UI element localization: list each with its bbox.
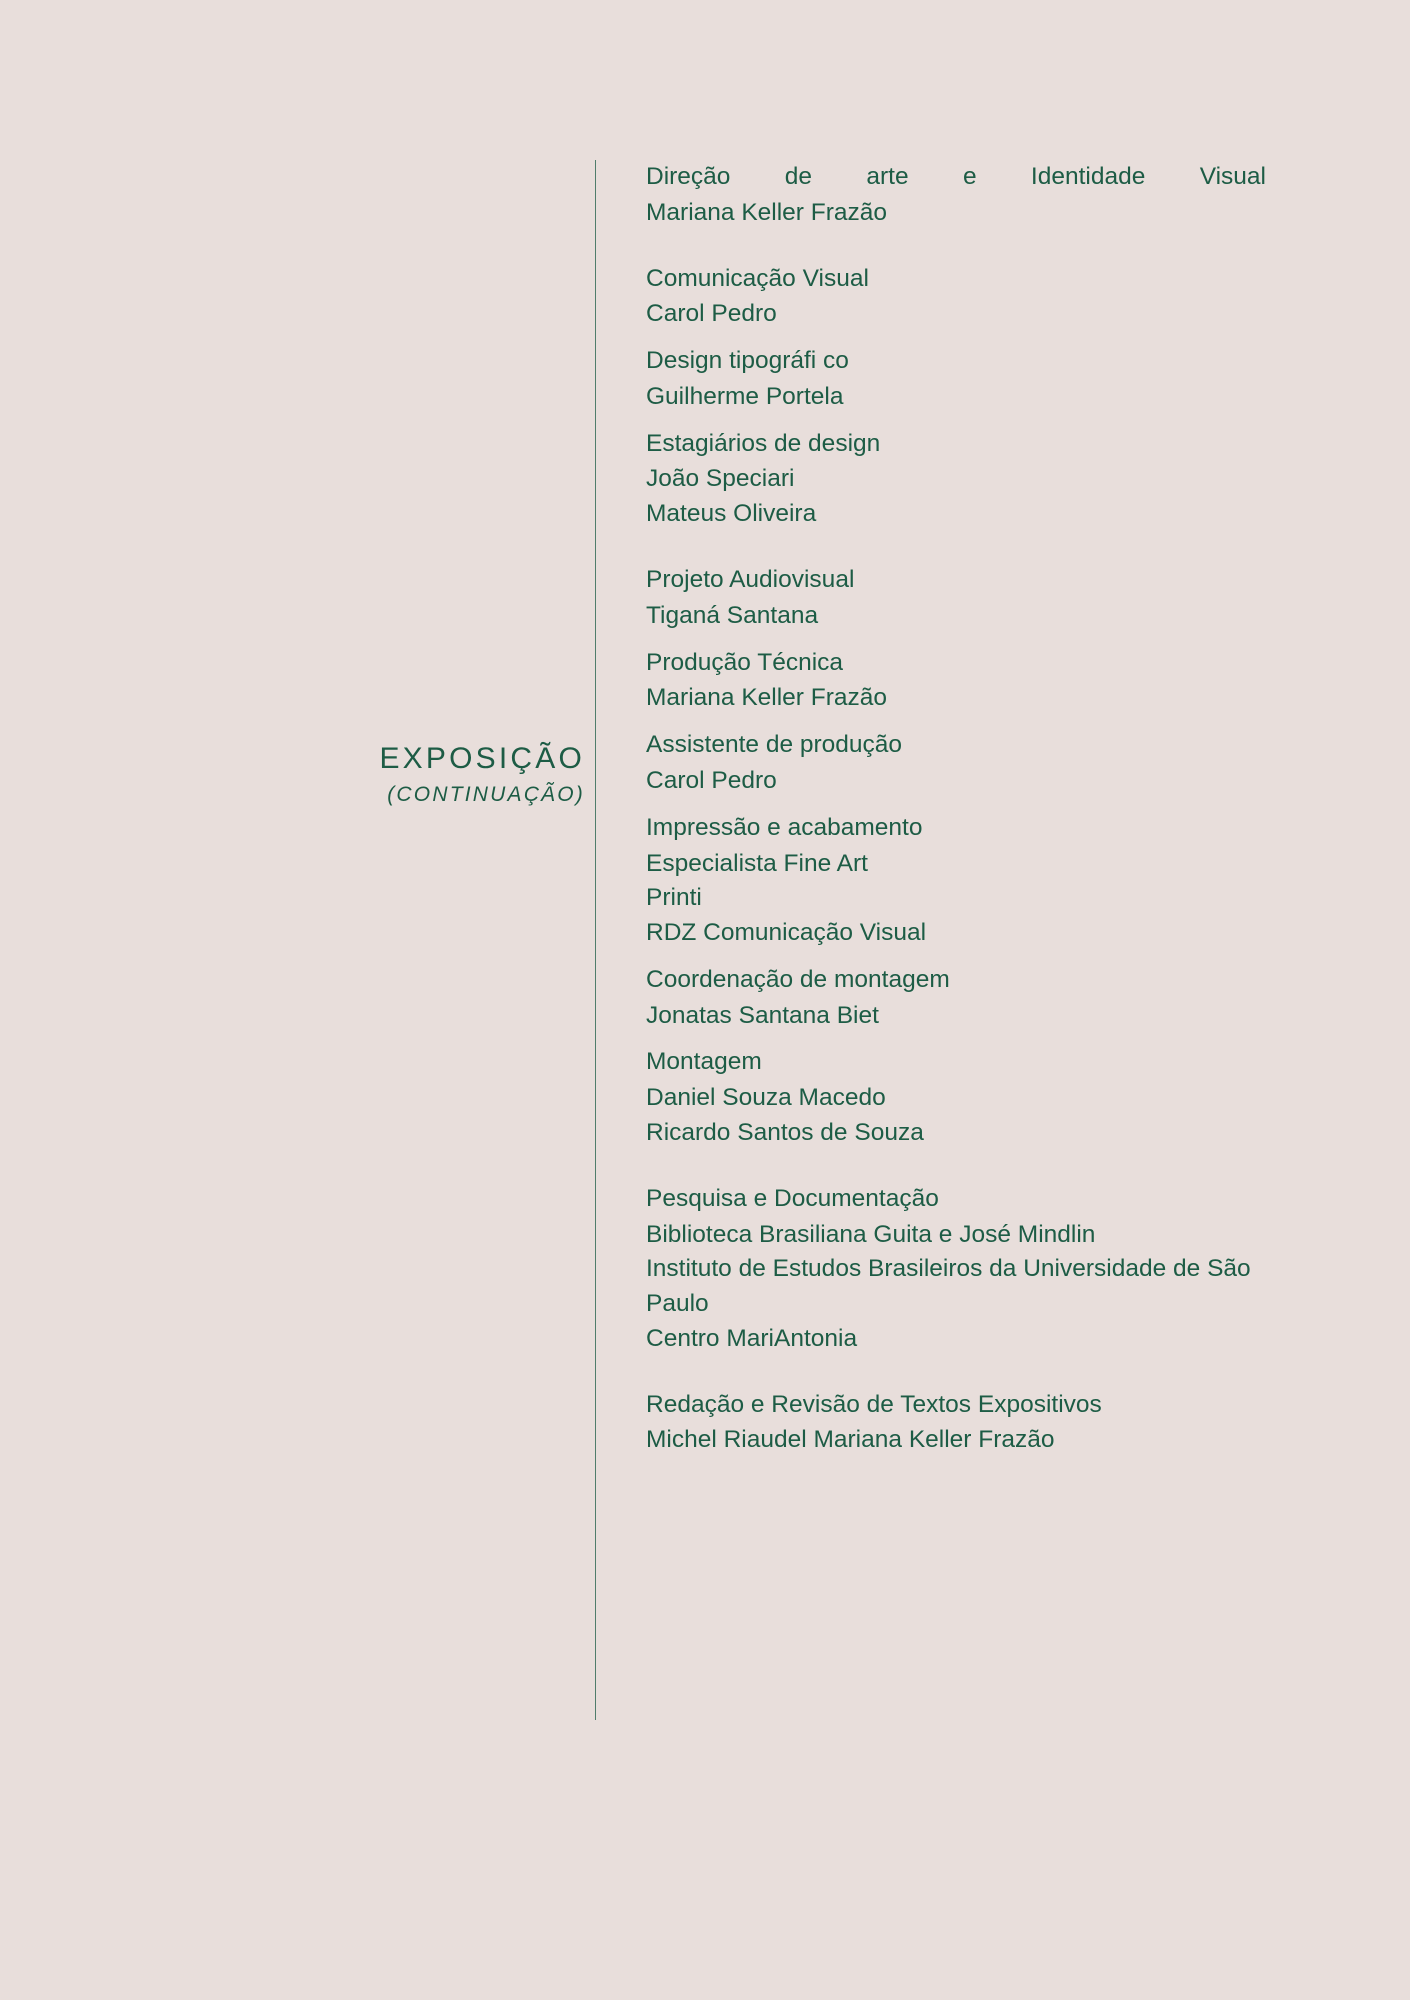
credit-name: Biblioteca Brasiliana Guita e José Mindlin	[646, 1220, 1096, 1248]
credit-name: Jonatas Santana Biet	[646, 1001, 879, 1029]
credit-role: Design tipográfi co	[646, 347, 849, 375]
credit-name: Instituto de Estudos Brasileiros da Universidade de São Paulo	[646, 1255, 1251, 1318]
credits-group	[646, 1182, 1266, 1357]
credit-role: Coordenação de montagem	[646, 965, 950, 993]
credit-name: Daniel Souza Macedo	[646, 1084, 886, 1112]
credit-name: Mariana Keller Frazão	[646, 198, 888, 226]
credit-role: Estagiários de design	[646, 429, 881, 457]
credit-role: Impressão e acabamento	[646, 813, 923, 841]
credit-role: Direção de arte e Identidade Visual	[646, 163, 1266, 190]
credits-group	[646, 1388, 1266, 1459]
page-title: EXPOSIÇÃO	[379, 742, 585, 775]
credit-name: Printi	[646, 884, 702, 912]
section-label	[379, 742, 585, 808]
credits-list	[646, 0, 1266, 1458]
credit-role: Montagem	[646, 1048, 762, 1076]
credit-role: Assistente de produção	[646, 731, 903, 759]
credit-name: Centro MariAntonia	[646, 1324, 858, 1352]
credit-name: RDZ Comunicação Visual	[646, 919, 927, 947]
credit-role: Comunicação Visual	[646, 264, 869, 292]
credit-name: Especialista Fine Art	[646, 849, 868, 877]
credit-role: Projeto Audiovisual	[646, 566, 855, 594]
vertical-divider	[595, 160, 596, 1720]
credits-group	[646, 563, 1266, 1151]
credit-role: Pesquisa e Documentação	[646, 1184, 939, 1212]
credit-name: Carol Pedro	[646, 766, 777, 794]
credit-name: Mariana Keller Frazão	[646, 684, 888, 712]
credit-name: Mateus Oliveira	[646, 500, 817, 528]
credits-group	[646, 262, 1266, 532]
credit-name: Guilherme Portela	[646, 382, 844, 410]
credit-role: Produção Técnica	[646, 648, 844, 676]
credits-group	[646, 160, 1266, 231]
credit-role: Redação e Revisão de Textos Expositivos	[646, 1390, 1102, 1418]
credit-name: Michel Riaudel Mariana Keller Frazão	[646, 1426, 1055, 1454]
credit-name: Carol Pedro	[646, 300, 777, 328]
credit-name: Ricardo Santos de Souza	[646, 1118, 924, 1146]
credit-name: João Speciari	[646, 465, 795, 493]
page-subtitle: (CONTINUAÇÃO)	[387, 782, 585, 806]
credit-name: Tiganá Santana	[646, 601, 819, 629]
